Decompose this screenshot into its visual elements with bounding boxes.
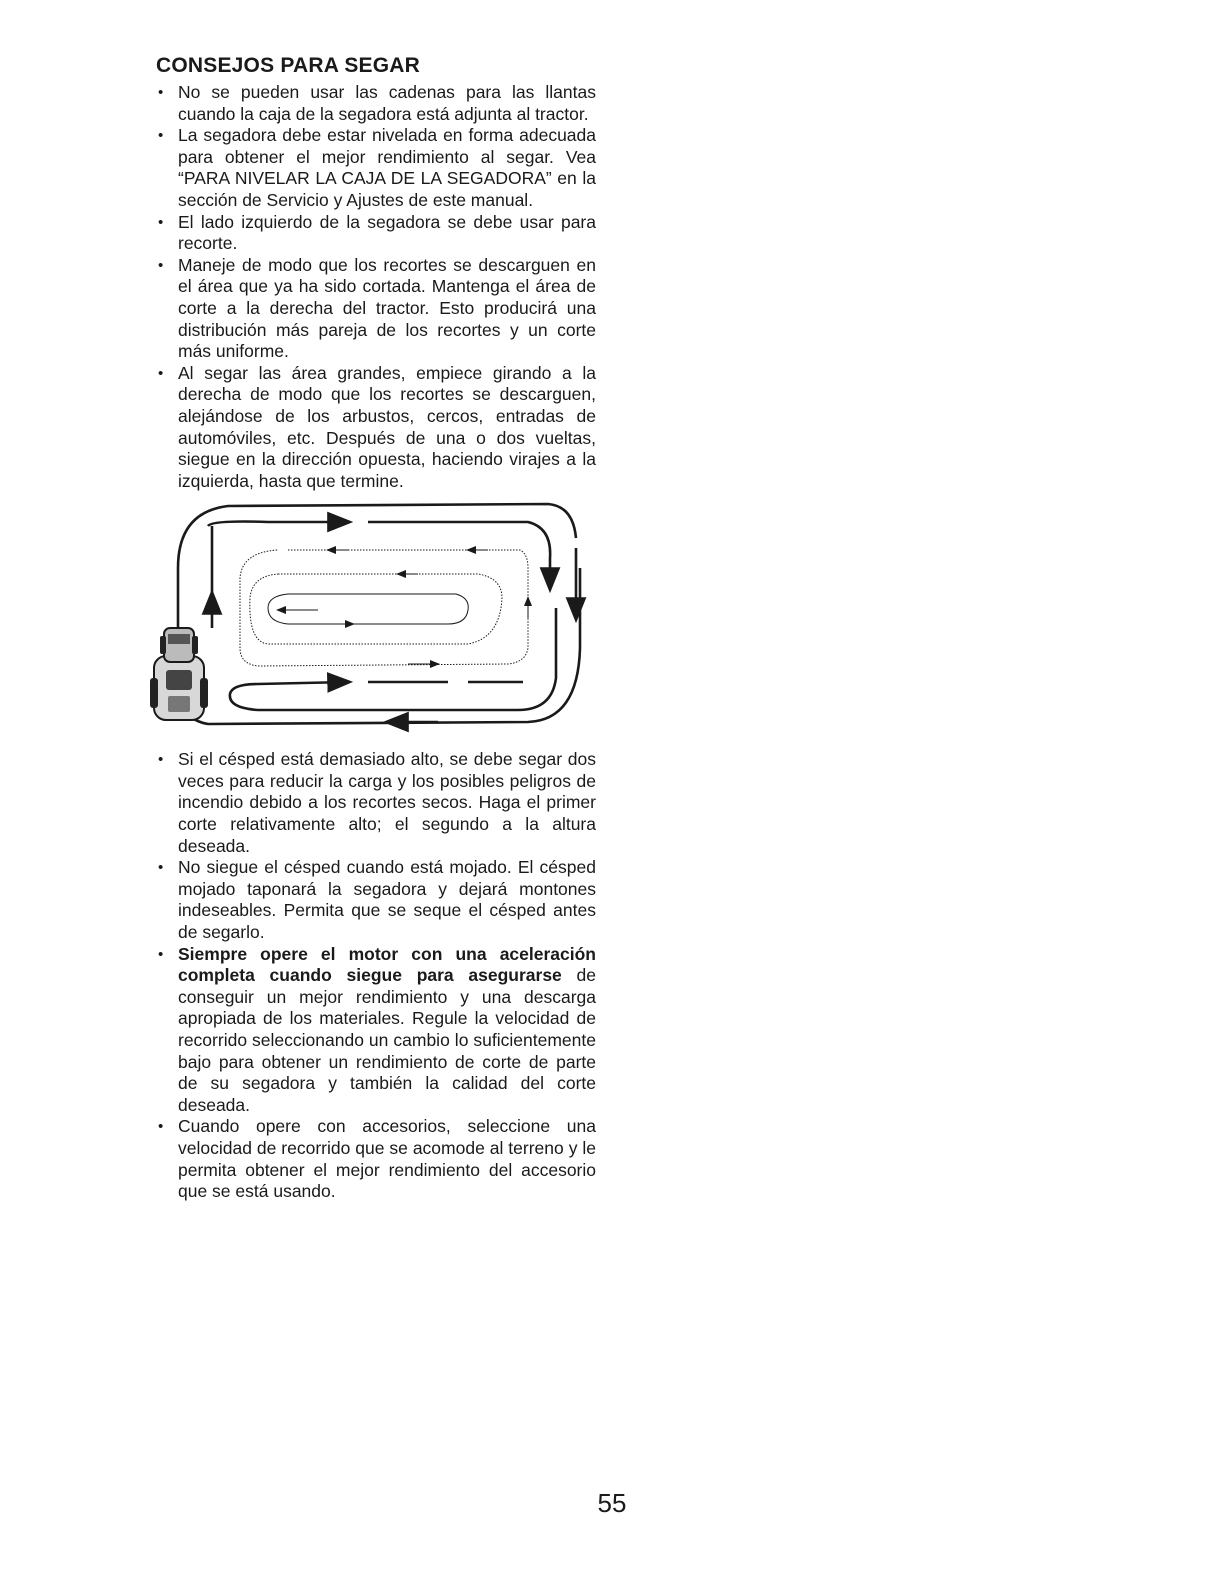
tip-text: No siegue el césped cuando está mojado. El césped mojado taponará la segadora y dejará montones indeseables. Permita que se seque el césped antes de segarlo. bbox=[178, 857, 596, 943]
tips-list-bottom bbox=[156, 749, 596, 1202]
inner-path bbox=[240, 550, 528, 666]
tractor-icon bbox=[150, 628, 208, 720]
page-number: 55 bbox=[597, 1488, 627, 1518]
tip-item: • La segadora debe estar nivelada en forma adecuada para obtener el mejor rendimiento al segar. Vea “PARA NIVELAR LA CAJA DE LA SEGADORA” en la sección de Servicio y Ajustes de este manual. bbox=[156, 125, 596, 211]
tip-item bbox=[156, 944, 596, 1117]
content-column bbox=[156, 54, 596, 1203]
tip-text: Cuando opere con accesorios, seleccione una velocidad de recorrido que se acomode al terreno y le permita obtener el mejor rendimiento del accesorio que se está usando. bbox=[178, 1116, 596, 1202]
tips-list-top bbox=[156, 82, 596, 492]
tip-text: de conseguir un mejor rendimiento y una descarga apropiada de los materiales. Regule la velocidad de recorrido seleccionando un cambio lo suficientemente bajo para obtener un rendimiento de corte de parte de su segadora y también la calidad del corte deseada. bbox=[178, 965, 596, 1115]
mowing-pattern-diagram bbox=[148, 498, 588, 738]
tip-item bbox=[156, 1116, 596, 1202]
tip-item bbox=[156, 749, 596, 857]
tip-item: • No se pueden usar las cadenas para las llantas cuando la caja de la segadora está adjunta al tractor. bbox=[156, 82, 596, 125]
tip-item: • Al segar las área grandes, empiece girando a la derecha de modo que los recortes se descarguen, alejándose de los arbustos, cercos, entradas de automóviles, etc. Después de una o dos vueltas, siegue en la dirección opuesta, haciendo virajes a la izquierda, hasta que termine. bbox=[156, 363, 596, 493]
tip-item: • Maneje de modo que los recortes se descarguen en el área que ya ha sido cortada. Mantenga el área de corte a la derecha del tractor. Esto producirá una distribución más pareja de los recortes y un corte más uniforme. bbox=[156, 255, 596, 363]
tip-item: • El lado izquierdo de la segadora se debe usar para recorte. bbox=[156, 212, 596, 255]
section-title: CONSEJOS PARA SEGAR bbox=[156, 54, 421, 77]
tip-text: Si el césped está demasiado alto, se debe segar dos veces para reducir la carga y los posibles peligros de incendio debido a los recortes secos. Haga el primer corte relativamente alto; el segundo a la altura deseada. bbox=[178, 749, 596, 856]
outer-path bbox=[178, 504, 580, 724]
tip-item bbox=[156, 857, 596, 943]
tip-lead-bold: Siempre opere el motor con una aceleración completa cuando siegue para asegurarse bbox=[178, 943, 596, 986]
